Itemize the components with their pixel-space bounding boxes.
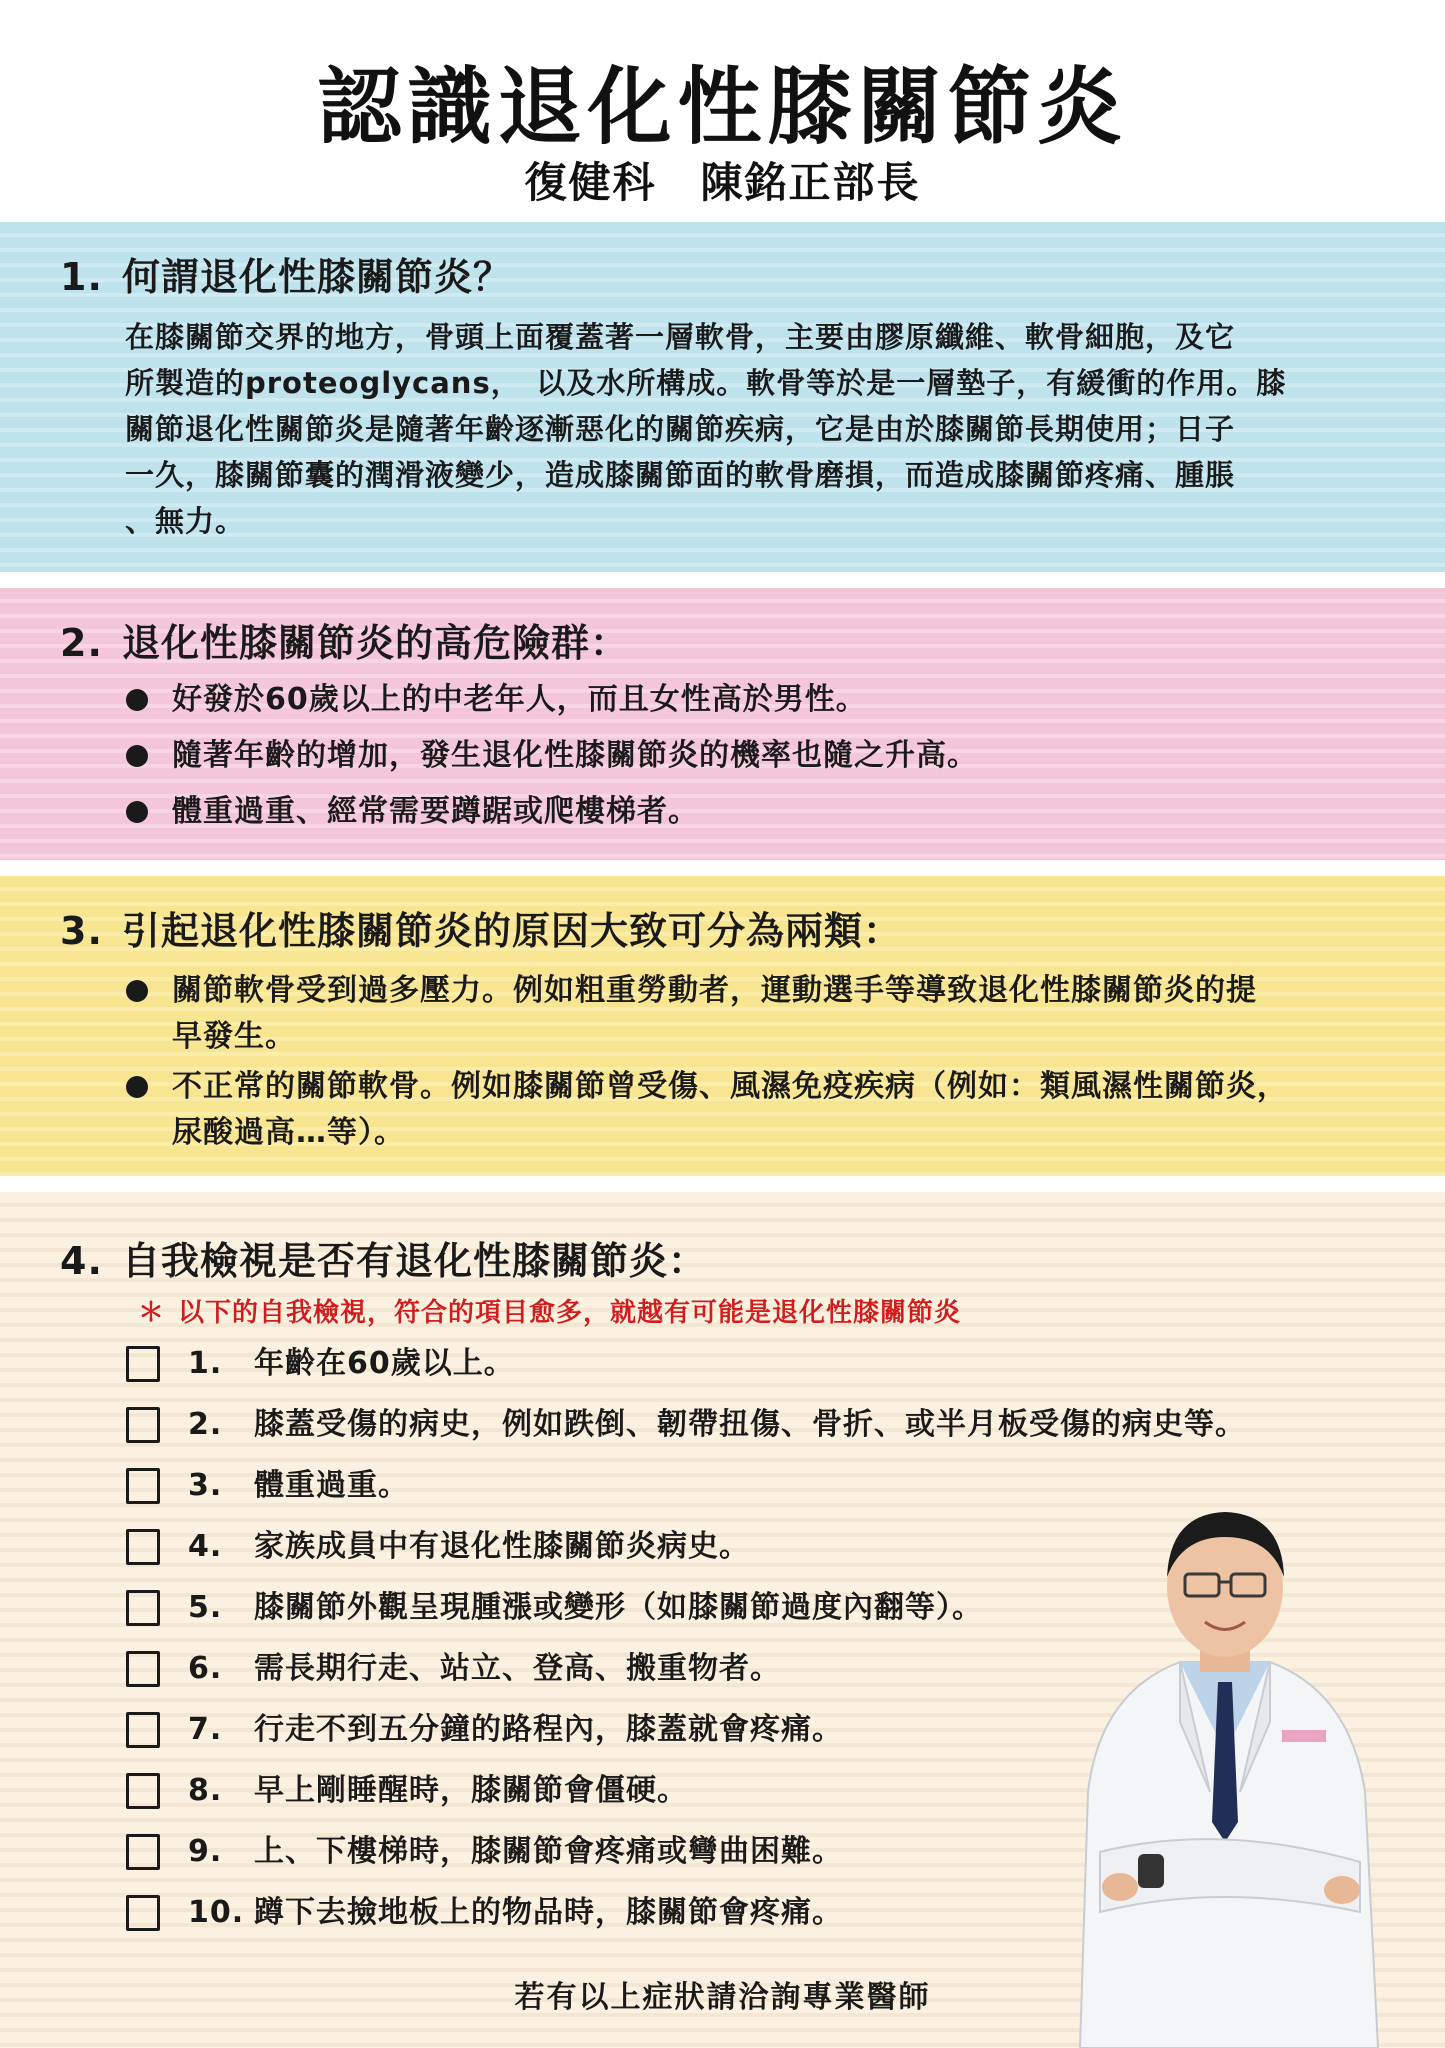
list-item-text: 隨著年齡的增加，發生退化性膝關節炎的機率也隨之升高。 [172,738,978,773]
section-1-line: 一久，膝關節囊的潤滑液變少，造成膝關節面的軟骨磨損，而造成膝關節疼痛、腫脹 [125,458,1236,492]
list-item-text: 好發於60歲以上的中老年人，而且女性高於男性。 [172,682,867,717]
consult-doctor-note: 若有以上症狀請洽詢專業醫師 [514,1980,931,2015]
section-2-number: 2. [60,621,103,665]
section-2-list [120,672,1380,840]
checklist-text: 家族成員中有退化性膝關節炎病史。 [254,1529,750,1564]
checkbox[interactable] [126,1773,160,1809]
section-1-paragraph [125,314,1375,544]
list-item-line: 關節軟骨受到過多壓力。例如粗重勞動者，運動選手等導致退化性膝關節炎的提 [172,973,1257,1008]
checklist-text: 早上剛睡醒時，膝關節會僵硬。 [254,1773,688,1808]
list-item-line: 早發生。 [172,1019,296,1054]
section-1-line: 、無力。 [125,504,246,538]
list-item [120,728,1380,784]
checklist-text: 年齡在60歲以上。 [254,1346,515,1381]
checkbox[interactable] [126,1529,160,1565]
checklist-index: 4. [188,1529,223,1564]
checklist-text: 需長期行走、站立、登高、搬重物者。 [254,1651,781,1686]
checklist-index: 8. [188,1773,223,1808]
section-3-title [60,900,902,955]
checkbox[interactable] [126,1712,160,1748]
checklist-index: 6. [188,1651,223,1686]
checklist-index: 3. [188,1468,223,1503]
section-3-list [120,968,1380,1160]
section-1-title-text: 何謂退化性膝關節炎？ [122,255,513,299]
self-check-note-text: 以下的自我檢視，符合的項目愈多，就越有可能是退化性膝關節炎 [178,1298,962,1328]
checklist-item[interactable] [126,1340,1326,1401]
section-1-line: 關節退化性關節炎是隨著年齡逐漸惡化的關節疾病，它是由於膝關節長期使用；日子 [125,412,1236,446]
page-subtitle: 復健科 陳銘正部長 [524,158,921,207]
checkbox[interactable] [126,1407,160,1443]
section-1-number: 1. [60,255,103,299]
checklist-text: 行走不到五分鐘的路程內，膝蓋就會疼痛。 [254,1712,843,1747]
checklist-item[interactable] [126,1401,1326,1462]
asterisk-icon: ＊ [138,1298,166,1328]
checkbox[interactable] [126,1651,160,1687]
section-2-title-text: 退化性膝關節炎的高危險群： [122,621,630,665]
section-4-title [60,1230,707,1285]
checklist-text: 體重過重。 [254,1468,409,1503]
list-item [120,1064,1380,1156]
bullet-icon [126,980,148,1002]
checklist-index: 10. [188,1895,245,1930]
checklist-index: 1. [188,1346,223,1381]
list-item [120,784,1380,840]
section-4-number: 4. [60,1239,103,1283]
checkbox[interactable] [126,1590,160,1626]
checklist-index: 5. [188,1590,223,1625]
section-1-line: 在膝關節交界的地方，骨頭上面覆蓋著一層軟骨，主要由膠原纖維、軟骨細胞，及它 [125,320,1236,354]
checklist-index: 9. [188,1834,223,1869]
bullet-icon [126,1076,148,1098]
checklist-text: 蹲下去撿地板上的物品時，膝關節會疼痛。 [254,1895,843,1930]
section-2-title [60,612,629,667]
section-4-title-text: 自我檢視是否有退化性膝關節炎： [122,1239,708,1283]
list-item-text: 體重過重、經常需要蹲踞或爬樓梯者。 [172,794,699,829]
list-item-line: 尿酸過高…等）。 [172,1115,405,1150]
checkbox[interactable] [126,1895,160,1931]
checklist-text: 上、下樓梯時，膝關節會疼痛或彎曲困難。 [254,1834,843,1869]
section-3-title-text: 引起退化性膝關節炎的原因大致可分為兩類： [122,909,903,953]
checklist-text: 膝蓋受傷的病史，例如跌倒、韌帶扭傷、骨折、或半月板受傷的病史等。 [254,1407,1246,1442]
list-item [120,672,1380,728]
section-3-panel [0,876,1445,1176]
section-2-panel [0,588,1445,860]
section-3-number: 3. [60,909,103,953]
bullet-icon [126,801,148,823]
checklist-text: 膝關節外觀呈現腫漲或變形（如膝關節過度內翻等）。 [254,1590,983,1625]
checklist-index: 7. [188,1712,223,1747]
doctor-photo [1060,1492,1390,2048]
header [0,0,1445,220]
checklist-index: 2. [188,1407,223,1442]
list-item-line: 不正常的關節軟骨。例如膝關節曾受傷、風濕免疫疾病（例如：類風濕性關節炎， [172,1069,1288,1104]
section-1-line: 所製造的proteoglycans， 以及水所構成。軟骨等於是一層墊子，有緩衝的作用。膝 [125,366,1287,400]
page-title: 認識退化性膝關節炎 [317,58,1128,156]
self-check-note [138,1292,961,1329]
checkbox[interactable] [126,1834,160,1870]
list-item [120,968,1380,1060]
section-1-title [60,246,512,301]
checkbox[interactable] [126,1468,160,1504]
bullet-icon [126,689,148,711]
section-1-panel [0,222,1445,572]
bullet-icon [126,745,148,767]
checkbox[interactable] [126,1346,160,1382]
